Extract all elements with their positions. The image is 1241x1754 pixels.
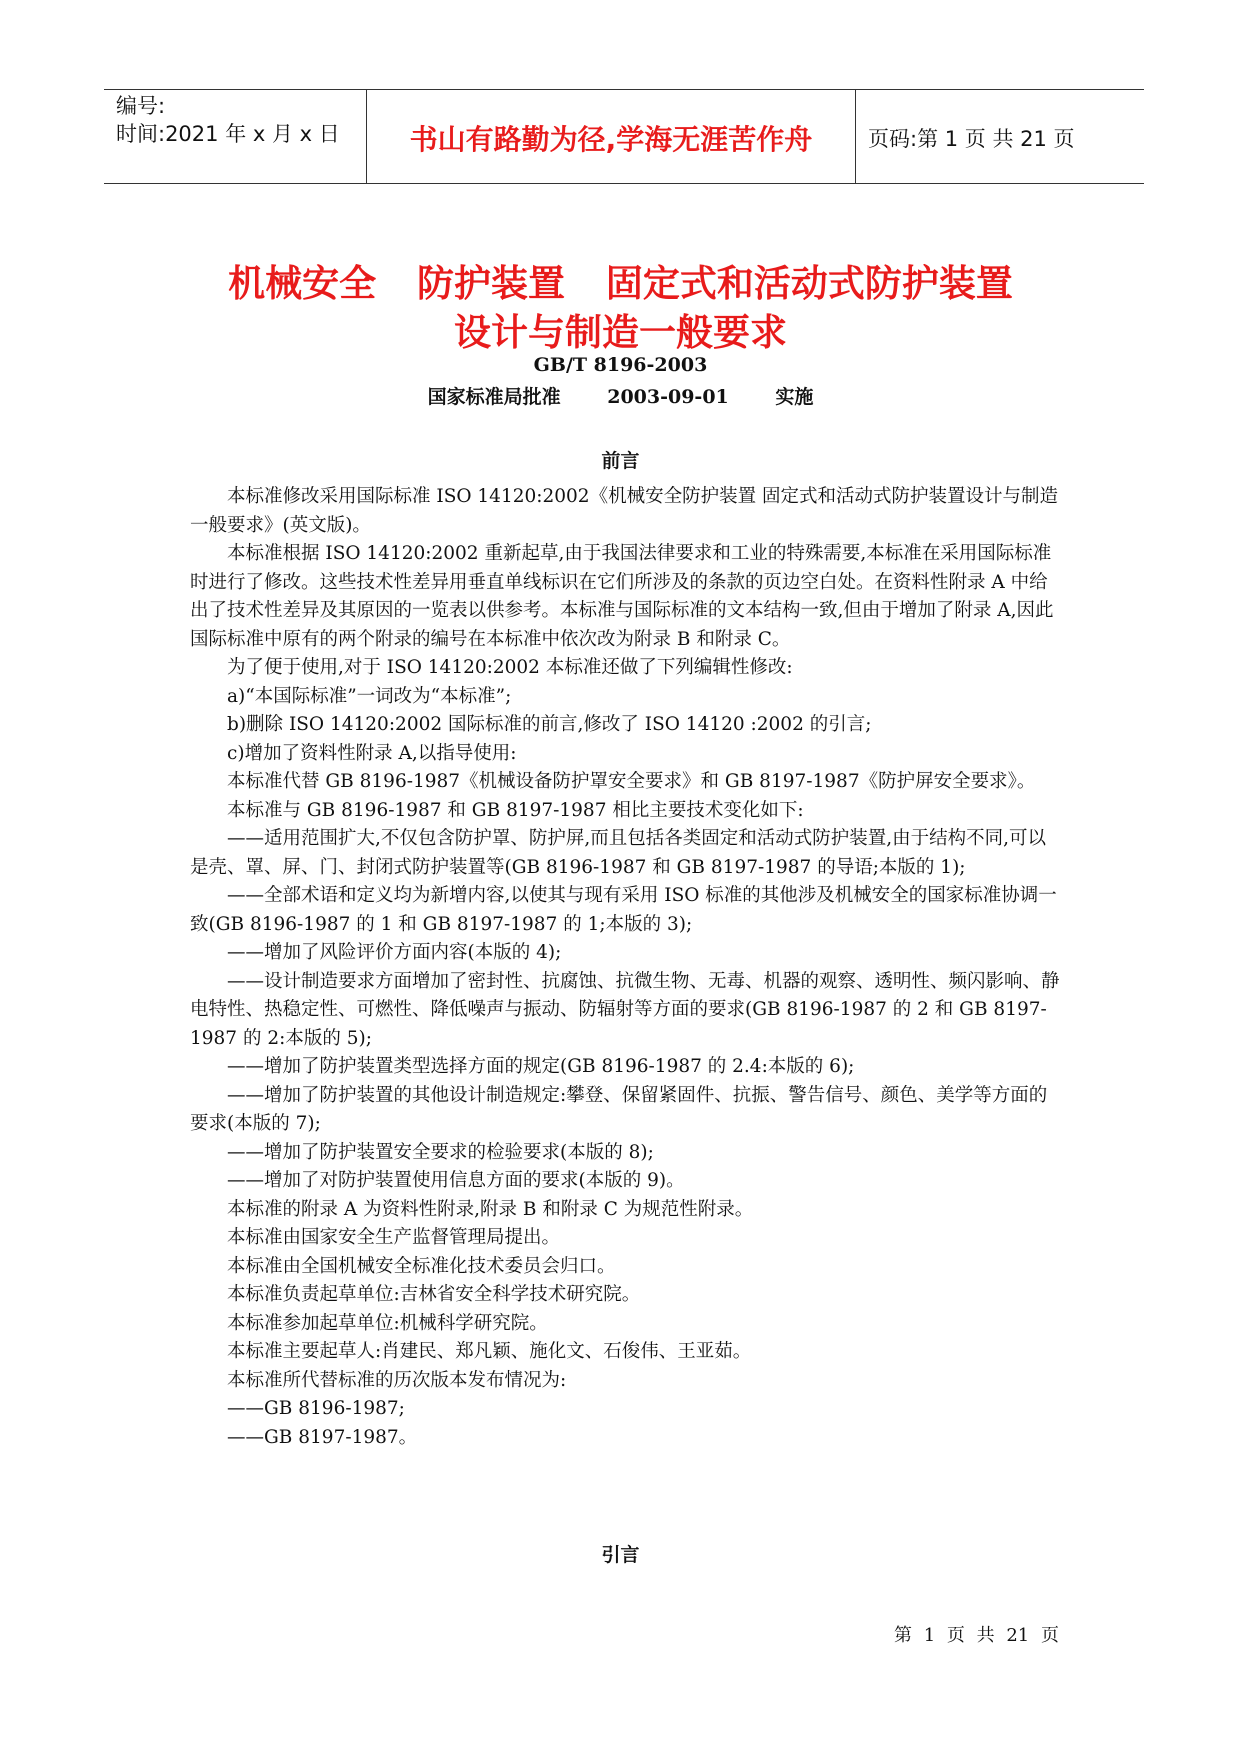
approval-line: 国家标准局批准 2003-09-01 实施: [427, 386, 814, 408]
header-info-cell: [104, 90, 366, 183]
paragraph: 本标准负责起草单位:吉林省安全科学技术研究院。: [227, 1284, 641, 1305]
paragraph: 本标准修改采用国际标准 ISO 14120:2002《机械安全防护装置 固定式和活动式防护装置设计与制造一般要求》(英文版)。: [190, 486, 1058, 536]
number-label: 编号:: [116, 94, 166, 118]
paragraph: 本标准参加起草单位:机械科学研究院。: [227, 1312, 548, 1334]
section-heading-preface: 前言: [601, 450, 640, 472]
preface-body: [190, 483, 1060, 1452]
paragraph: c)增加了资料性附录 A,以指导使用:: [227, 742, 517, 764]
page-info: 页码:第 1 页 共 21 页: [868, 127, 1075, 151]
paragraph: ——适用范围扩大,不仅包含防护罩、防护屏,而且包括各类固定和活动式防护装置,由于结构不同,可以是壳、罩、屏、门、封闭式防护装置等(GB 8196-1987 和 GB 8197-1987 的导语;本版的 1);: [190, 828, 1047, 878]
paragraph: a)“本国际标准”一词改为“本标准”;: [227, 685, 512, 707]
section-heading-intro: 引言: [601, 1544, 640, 1566]
paragraph: ——增加了防护装置类型选择方面的规定(GB 8196-1987 的 2.4:本版的 6);: [227, 1056, 855, 1077]
paragraph: ——全部术语和定义均为新增内容,以使其与现有采用 ISO 标准的其他涉及机械安全的国家标准协调一致(GB 8196-1987 的 1 和 GB 8197-1987 的 1;本版的 3);: [190, 885, 1057, 935]
paragraph: 本标准由国家安全生产监督管理局提出。: [227, 1227, 561, 1248]
header-page-cell: [856, 90, 1144, 183]
paragraph: ——增加了风险评价方面内容(本版的 4);: [227, 942, 562, 963]
header-motto-cell: [366, 90, 856, 183]
paragraph: 本标准根据 ISO 14120:2002 重新起草,由于我国法律要求和工业的特殊需要,本标准在采用国际标准时进行了修改。这些技术性差异用垂直单线标识在它们所涉及的条款的页边空白处。在资料性附录 A 中给出了技术性差异及其原因的一览表以供参考。本标准与国际标准的文本结构一致,但由于增加了附录 A,因此国际标准中原有的两个附录的编号在本标准中依次改为附录 B 和附录 C。: [190, 543, 1054, 650]
page-footer: 第 1 页 共 21 页: [894, 1625, 1059, 1646]
paragraph: ——GB 8197-1987。: [227, 1426, 418, 1448]
time-label: 时间:2021 年 x 月 x 日: [116, 122, 340, 146]
paragraph: ——增加了防护装置的其他设计制造规定:攀登、保留紧固件、抗振、警告信号、颜色、美学等方面的要求(本版的 7);: [190, 1084, 1048, 1134]
paragraph: 本标准代替 GB 8196-1987《机械设备防护罩安全要求》和 GB 8197-1987《防护屏安全要求》。: [227, 771, 1036, 792]
standard-code: GB/T 8196-2003: [533, 354, 708, 376]
paragraph: b)删除 ISO 14120:2002 国际标准的前言,修改了 ISO 14120 :2002 的引言;: [227, 714, 872, 735]
paragraph: ——GB 8196-1987;: [227, 1398, 405, 1419]
paragraph: ——设计制造要求方面增加了密封性、抗腐蚀、抗微生物、无毒、机器的观察、透明性、频闪影响、静电特性、热稳定性、可燃性、降低噪声与振动、防辐射等方面的要求(GB 8196-1987 的 2 和 GB 8197-1987 的 2:本版的 5);: [190, 970, 1060, 1049]
paragraph: ——增加了防护装置安全要求的检验要求(本版的 8);: [227, 1141, 654, 1163]
document-title-line1: 机械安全 防护装置 固定式和活动式防护装置: [228, 262, 1013, 305]
motto: 书山有路勤为径,学海无涯苦作舟: [409, 123, 813, 156]
paragraph: 本标准由全国机械安全标准化技术委员会归口。: [227, 1255, 616, 1277]
paragraph: 为了便于使用,对于 ISO 14120:2002 本标准还做了下列编辑性修改:: [227, 657, 793, 678]
paragraph: 本标准主要起草人:肖建民、郑凡颖、施化文、石俊伟、王亚茹。: [227, 1341, 752, 1362]
paragraph: 本标准与 GB 8196-1987 和 GB 8197-1987 相比主要技术变化如下:: [227, 799, 804, 821]
paragraph: ——增加了对防护装置使用信息方面的要求(本版的 9)。: [227, 1170, 685, 1191]
paragraph: 本标准所代替标准的历次版本发布情况为:: [227, 1369, 567, 1391]
paragraph: 本标准的附录 A 为资料性附录,附录 B 和附录 C 为规范性附录。: [227, 1198, 754, 1220]
document-header: [104, 89, 1144, 184]
document-title-line2: 设计与制造一般要求: [454, 311, 787, 354]
